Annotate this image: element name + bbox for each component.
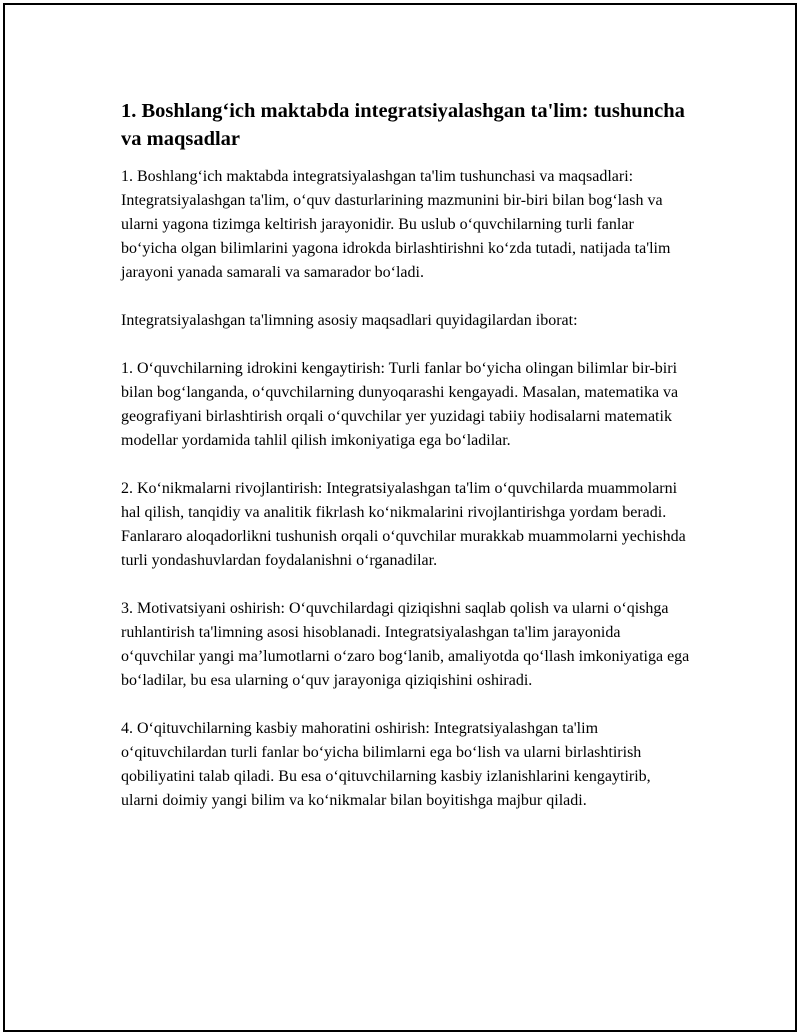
paragraph-goal-2: 2. Ko‘nikmalarni rivojlantirish: Integratsiyalashgan ta'lim o‘quvchilarda muammolarni hal qilish, tanqidiy va analitik fikrlash ko‘nikmalarini rivojlantirishga yordam beradi. Fanlararo aloqadorlikni tushunish orqali o‘quvchilar murakkab muammolarni yechishda turli yondashuvlardan foydalanishni o‘rganadilar.: [121, 480, 686, 569]
document-body: [121, 97, 691, 837]
paragraph-goal-3: 3. Motivatsiyani oshirish: O‘quvchilardagi qiziqishni saqlab qolish va ularni o‘qishga ruhlantirish ta'limning asosi hisoblanadi. Integratsiyalashgan ta'lim jarayonida o‘quvchilar yangi ma’lumotlarni o‘zaro bog‘lanib, amaliyotda qo‘llash imkoniyatiga ega bo‘ladilar, bu esa ularning o‘quv jarayoniga qiziqishini oshiradi.: [121, 600, 690, 689]
paragraph-intro: 1. Boshlang‘ich maktabda integratsiyalashgan ta'lim tushunchasi va maqsadlari: Integratsiyalashgan ta'lim, o‘quv dasturlarining mazmunini bir-biri bilan bog‘lash va ularni yagona tizimga keltirish jarayonidir. Bu uslub o‘quvchilarning turli fanlar bo‘yicha olgan bilimlarini yagona idrokda birlashtirishni ko‘zda tutadi, natijada ta'lim jarayoni yanada samarali va samarador bo‘ladi.: [121, 168, 671, 281]
paragraph-goal-4: 4. O‘qituvchilarning kasbiy mahoratini oshirish: Integratsiyalashgan ta'lim o‘qituvchilardan turli fanlar bo‘yicha bilimlarni ega bo‘lish va ularni birlashtirish qobiliyatini talab qiladi. Bu esa o‘qituvchilarning kasbiy izlanishlarini kengaytirib, ularni doimiy yangi bilim va ko‘nikmalar bilan boyitishga majbur qiladi.: [121, 720, 651, 809]
document-title: 1. Boshlang‘ich maktabda integratsiyalashgan ta'lim: tushuncha va maqsadlar: [121, 100, 685, 150]
page-frame: [3, 3, 797, 1032]
paragraph-goals-heading: Integratsiyalashgan ta'limning asosiy maqsadlari quyidagilardan iborat:: [121, 312, 578, 329]
paragraph-goal-1: 1. O‘quvchilarning idrokini kengaytirish: Turli fanlar bo‘yicha olingan bilimlar bir-biri bilan bog‘langanda, o‘quvchilarning dunyoqarashi kengayadi. Masalan, matematika va geografiyani birlashtirish orqali o‘quvchilar yer yuzidagi tabiiy hodisalarni matematik modellar yordamida tahlil qilish imkoniyatiga ega bo‘ladilar.: [121, 360, 679, 449]
